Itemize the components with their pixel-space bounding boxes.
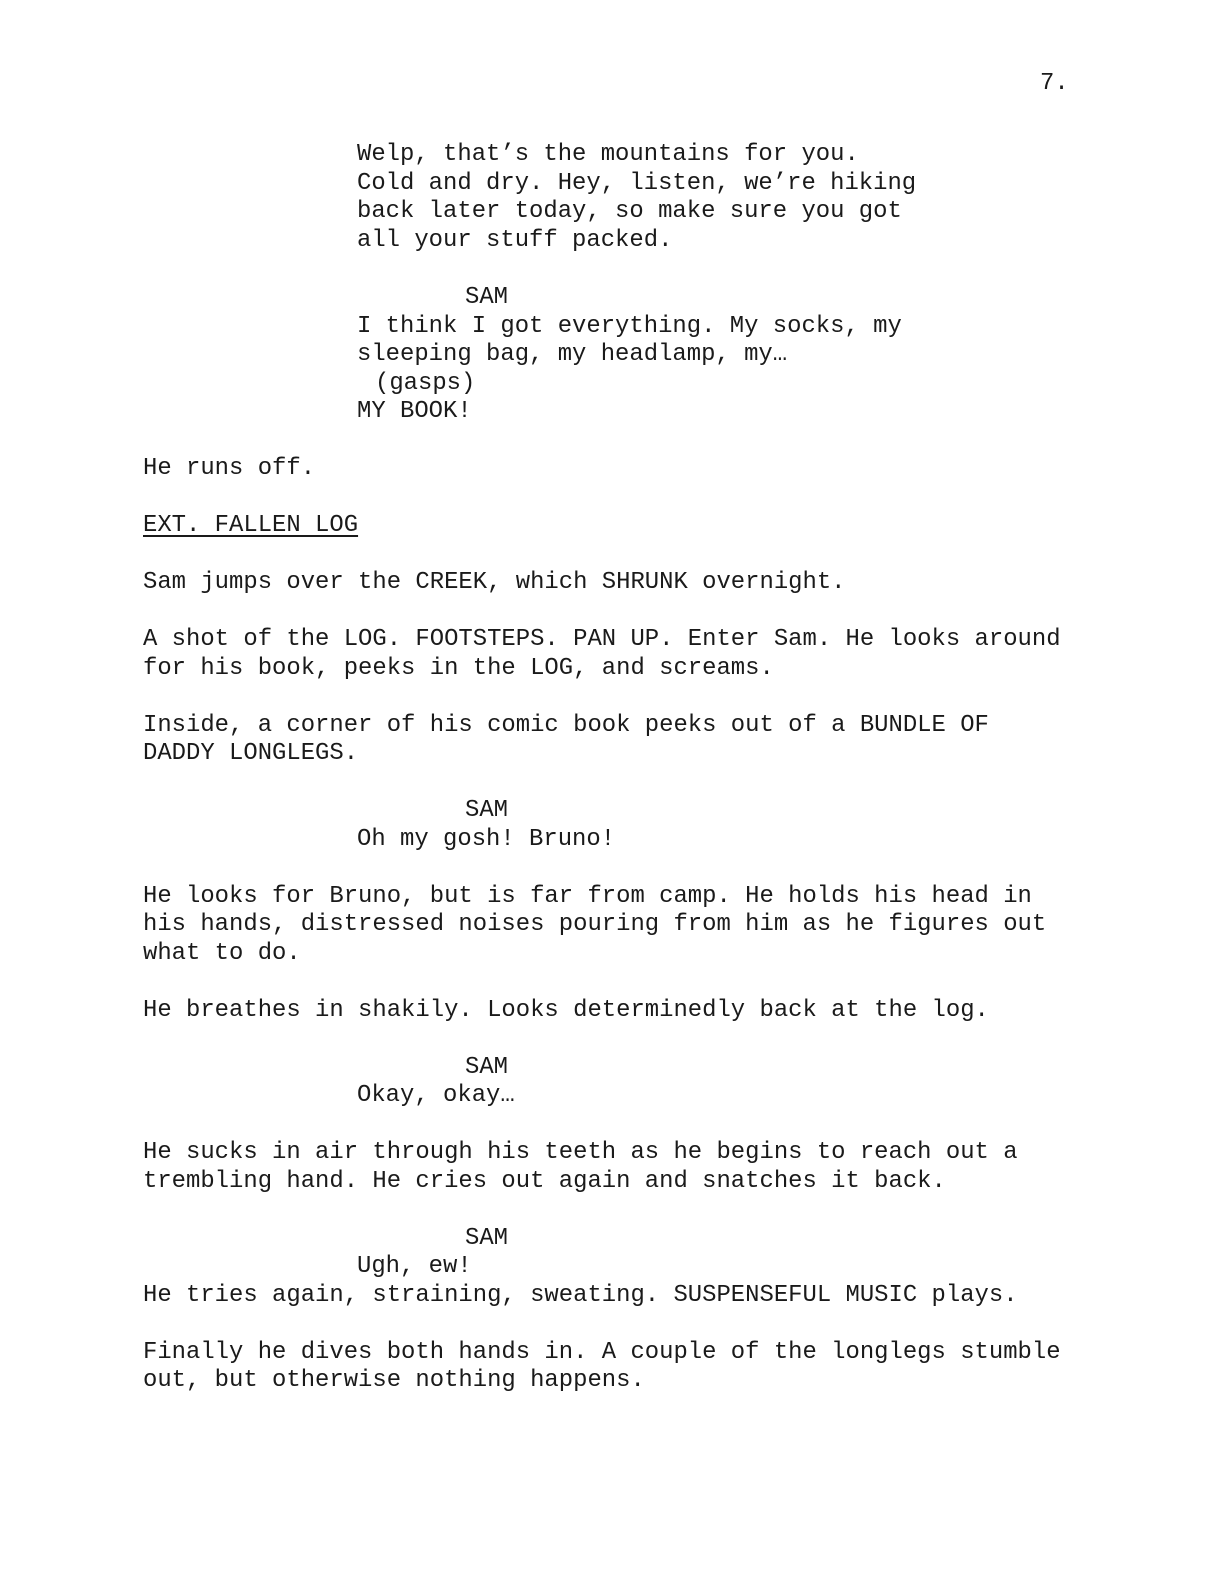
dialogue-line: Okay, okay… — [357, 1082, 515, 1109]
action-line: He tries again, straining, sweating. SUSPENSEFUL MUSIC plays. — [143, 1282, 1018, 1309]
character-name: SAM — [465, 1054, 509, 1081]
dialogue-line: back later today, so make sure you got — [357, 198, 902, 225]
parenthetical: (gasps) — [375, 370, 476, 397]
character-name: SAM — [465, 797, 509, 824]
action-line: A shot of the LOG. FOOTSTEPS. PAN UP. Enter Sam. He looks around — [143, 626, 1061, 653]
action-line: He looks for Bruno, but is far from camp. He holds his head in — [143, 883, 1032, 910]
dialogue-line: sleeping bag, my headlamp, my… — [357, 341, 788, 368]
action-line: He runs off. — [143, 455, 316, 482]
action-line: out, but otherwise nothing happens. — [143, 1367, 645, 1394]
action-line: Finally he dives both hands in. A couple of the longlegs stumble — [143, 1339, 1061, 1366]
action-line: trembling hand. He cries out again and snatches it back. — [143, 1168, 946, 1195]
dialogue-line: Ugh, ew! — [357, 1253, 472, 1280]
action-line: He sucks in air through his teeth as he begins to reach out a — [143, 1139, 1018, 1166]
dialogue-line: Cold and dry. Hey, listen, we’re hiking — [357, 170, 917, 197]
action-line: for his book, peeks in the LOG, and screams. — [143, 655, 774, 682]
dialogue-line: all your stuff packed. — [357, 227, 673, 254]
action-line: Inside, a corner of his comic book peeks out of a BUNDLE OF — [143, 712, 989, 739]
action-line: DADDY LONGLEGS. — [143, 740, 359, 767]
dialogue-line: I think I got everything. My socks, my — [357, 313, 902, 340]
action-line: Sam jumps over the CREEK, which SHRUNK overnight. — [143, 569, 846, 596]
character-name: SAM — [465, 284, 509, 311]
scene-heading: EXT. FALLEN LOG — [143, 512, 359, 539]
action-line: what to do. — [143, 940, 301, 967]
action-line: He breathes in shakily. Looks determinedly back at the log. — [143, 997, 989, 1024]
dialogue-line: Welp, that’s the mountains for you. — [357, 141, 859, 168]
dialogue-line: Oh my gosh! Bruno! — [357, 826, 616, 853]
character-name: SAM — [465, 1225, 509, 1252]
action-line: his hands, distressed noises pouring from him as he figures out — [143, 911, 1047, 938]
dialogue-line: MY BOOK! — [357, 398, 472, 425]
page-number: 7. — [1040, 70, 1069, 97]
